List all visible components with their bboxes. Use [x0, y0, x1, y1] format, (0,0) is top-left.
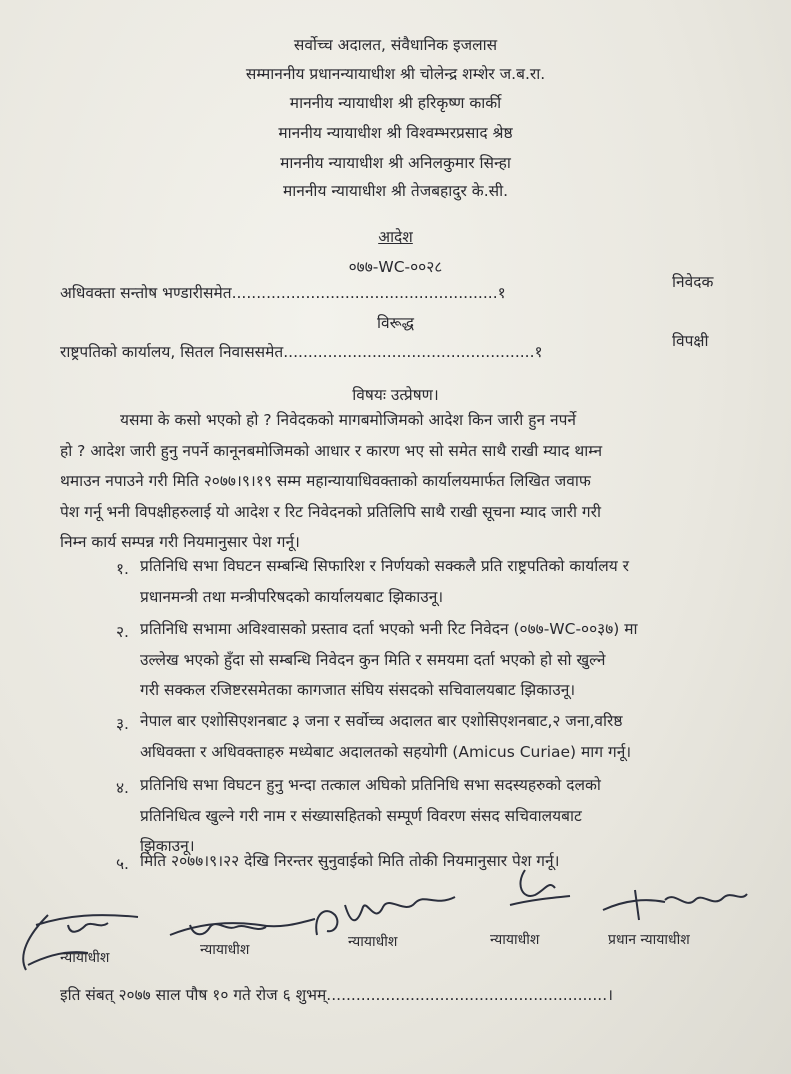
justice-line: माननीय न्यायाधीश श्री हरिकृष्ण कार्की	[289, 94, 502, 112]
directive-item	[140, 706, 770, 767]
respondent-role: विपक्षी	[672, 332, 709, 350]
petitioner-role: निवेदक	[672, 273, 714, 291]
signature-label: प्रधान न्यायाधीश	[608, 932, 690, 948]
item-number: ३.	[116, 715, 129, 733]
item-number: १.	[116, 560, 129, 578]
chief-justice-line: सम्माननीय प्रधानन्यायाधीश श्री चोलेन्द्र शम्शेर ज.ब.रा.	[245, 65, 546, 83]
signature-scrawl-icon	[595, 880, 755, 930]
justice-line: माननीय न्यायाधीश श्री विश्वम्भरप्रसाद श्रेष्ठ	[278, 124, 513, 142]
item-line: गरी सक्कल रजिष्टरसमेतका कागजात संघिय संसदको सचिवालयबाट झिकाउनू।	[140, 681, 576, 699]
item-line: नेपाल बार एशोसिएशनबाट ३ जना र सर्वोच्च अदालत बार एशोसिएशनबाट,२ जना,वरिष्ठ	[140, 712, 623, 730]
item-line: अधिवक्ता र अधिवक्ताहरु मध्येबाट अदालतको सहयोगी (Amicus Curiae) माग गर्नू।	[140, 742, 632, 761]
item-line: झिकाउनू।	[140, 837, 195, 855]
subject-line: विषयः उत्प्रेषण।	[352, 386, 439, 404]
body-line: हो ? आदेश जारी हुनु नपर्ने कानूनबमोजिमको आधार र कारण भए सो समेत साथै राखी म्याद थाम्न	[60, 441, 603, 460]
justice-line: माननीय न्यायाधीश श्री अनिलकुमार सिन्हा	[280, 154, 511, 172]
item-number: २.	[116, 623, 129, 641]
body-line: निम्न कार्य सम्पन्न गरी नियमानुसार पेश गर्नू।	[60, 533, 300, 551]
item-line: उल्लेख भएको हुँदा सो सम्बन्धि निवेदन कुन मिति र समयमा दर्ता भएको हो सो खुल्ने	[140, 650, 606, 669]
justice-line: माननीय न्यायाधीश श्री तेजबहादुर के.सी.	[282, 182, 509, 200]
signature-label: न्यायाधीश	[348, 934, 398, 950]
body-line: थमाउन नपाउने गरी मिति २०७७।९।१९ सम्म महान्यायाधिवक्ताको कार्यालयमार्फत लिखित जवाफ	[60, 472, 591, 490]
directive-item	[140, 551, 770, 612]
signature-label: न्यायाधीश	[200, 942, 250, 958]
directive-item	[140, 614, 770, 706]
item-line: प्रतिनिधि सभामा अविश्वासको प्रस्ताव दर्ता भएको भनी रिट निवेदन (०७७-WC-००३७) मा	[140, 620, 638, 638]
signature-scrawl-icon	[505, 860, 575, 920]
item-number: ४.	[116, 779, 129, 797]
footer-date-line: इति संबत् २०७७ साल पौष १० गते रोज ६ शुभम्.........................................................।	[60, 986, 614, 1004]
signature-label: न्यायाधीश	[60, 950, 110, 966]
item-line: प्रतिनिधित्व खुल्ने गरी नाम र संख्यासहितको सम्पूर्ण विवरण संसद सचिवालयबाट	[140, 806, 582, 825]
order-body	[60, 405, 772, 558]
case-number: ०७७-WC-००२८	[348, 258, 443, 276]
signature-scrawl-icon	[8, 895, 158, 980]
item-line: मिति २०७७।९।२२ देखि निरन्तर सुनुवाईको मिति तोकी नियमानुसार पेश गर्नू।	[140, 852, 560, 870]
body-line: यसमा के कसो भएको हो ? निवेदकको मागबमोजिमको आदेश किन जारी हुन नपर्ने	[120, 411, 577, 429]
petitioner-line: अधिवक्ता सन्तोष भण्डारीसमेत......................................................१	[60, 284, 506, 302]
versus-label: विरूद्ध	[376, 314, 415, 332]
court-name: सर्वोच्च अदालत, संवैधानिक इजलास	[293, 36, 498, 54]
item-line: प्रतिनिधि सभा विघटन सम्बन्धि सिफारिश र निर्णयको सक्कलै प्रति राष्ट्रपतिको कार्यालय र	[140, 557, 630, 575]
respondent-line: राष्ट्रपतिको कार्यालय, सितल निवाससमेत...................................................१	[60, 343, 543, 361]
directive-item	[140, 846, 770, 877]
item-number: ५.	[116, 855, 129, 873]
item-line: प्रधानमन्त्री तथा मन्त्रीपरिषदको कार्यालयबाट झिकाउनू।	[140, 587, 444, 606]
body-line: पेश गर्नू भनी विपक्षीहरुलाई यो आदेश र रिट निवेदनको प्रतिलिपि साथै राखी सूचना म्याद जारी गरी	[60, 502, 602, 521]
signature-label: न्यायाधीश	[490, 932, 540, 948]
order-title: आदेश	[378, 228, 413, 246]
item-line: प्रतिनिधि सभा विघटन हुनु भन्दा तत्काल अघिको प्रतिनिधि सभा सदस्यहरुको दलको	[140, 776, 601, 794]
